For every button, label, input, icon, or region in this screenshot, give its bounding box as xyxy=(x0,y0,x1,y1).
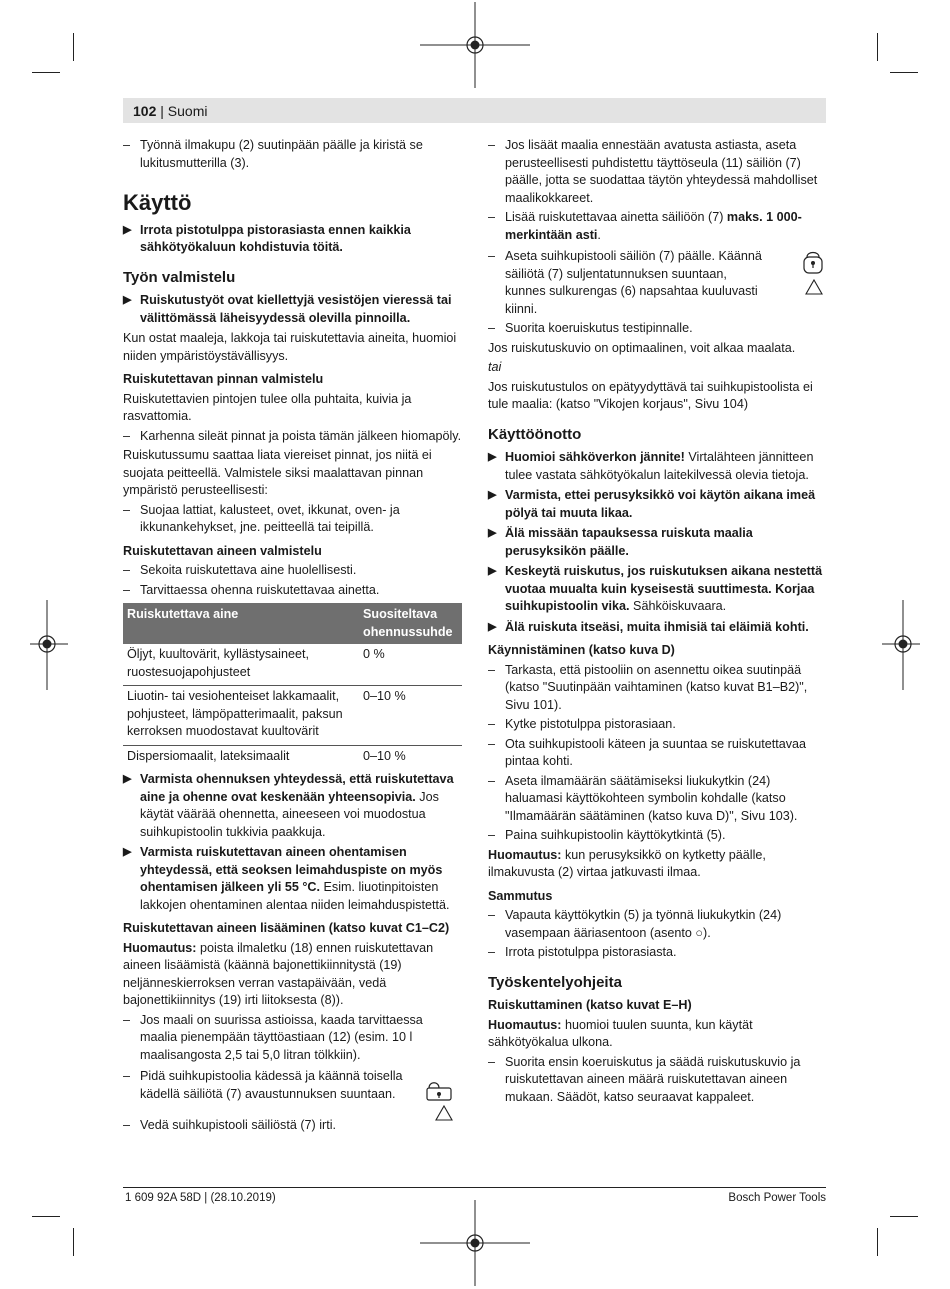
paragraph-or: tai xyxy=(488,360,502,374)
arrow-bullet-icon: ▶ xyxy=(488,527,497,539)
arrow-bullet-icon: ▶ xyxy=(123,846,132,858)
heading: Käynnistäminen (katso kuva D) xyxy=(488,643,675,657)
warning-item xyxy=(123,844,462,914)
table-row xyxy=(123,686,462,746)
section-title-kaytto: Käyttö xyxy=(123,190,192,215)
table-header: Suositeltava ohennussuhde xyxy=(359,603,462,644)
warning-item xyxy=(488,525,827,560)
step-item: – Suorita koeruiskutus testipinnalle. xyxy=(488,320,827,338)
heading: Sammutus xyxy=(488,888,553,903)
step-item: – Aseta suihkupistooli säiliön (7) päälle. Käännä säiliötä (7) suljentatunnuksen suuntaan, kunnes sulkurengas (6) napsahtaa kuuluvasti kiinni. xyxy=(488,248,767,318)
arrow-bullet-icon: ▶ xyxy=(123,223,132,236)
arrow-bullet-icon: ▶ xyxy=(488,565,497,577)
heading: Ruiskutettavan aineen lisääminen (katso kuvat C1–C2) xyxy=(123,921,450,935)
arrow-bullet-icon: ▶ xyxy=(123,773,132,785)
step-item: – Jos maali on suurissa astioissa, kaada tarvittaessa maalia pienempään täyttöastiaan (12) (esim. 10 l maalisangosta 2,5 tai 5,0 litran tölkkiin). xyxy=(123,1012,462,1065)
table-cell: Öljyt, kuultovärit, kyllästysaineet, ruostesuojapohjusteet xyxy=(123,644,359,686)
step-item: – Irrota pistotulppa pistorasiasta. xyxy=(488,944,827,962)
left-column xyxy=(123,137,462,1137)
subsection-title: Työskentelyohjeita xyxy=(488,973,622,991)
warning-text: Varmista, ettei perusyksikkö voi käytön aikana imeä pölyä tai muuta likaa. xyxy=(505,488,816,520)
footer-doc-id: 1 609 92A 58D | (28.10.2019) xyxy=(125,1192,276,1204)
paragraph: Ruiskutussumu saattaa liata viereiset pinnat, jos niitä ei suojata peitteellä. Valmistele siksi maalattavan pinnan ympäristö perusteellisesti: xyxy=(123,448,432,497)
note-text: kun perusyksikkö on kytketty päälle, ilmakuvusta (2) virtaa jatkuvasti ilmaa. xyxy=(488,847,766,879)
step-item xyxy=(488,209,827,244)
warning-text: Huomioi sähköverkon jännite! xyxy=(505,450,685,464)
step-item: – Ota suihkupistooli käteen ja suuntaa se ruiskutettavaa pintaa kohti. xyxy=(488,736,827,771)
crop-mark xyxy=(890,1216,918,1217)
step-item: – Jos lisäät maalia ennestään avatusta astiasta, aseta perusteellisesti puhdistettu täyttöseula (11) säiliön (7) päälle, jotta se suodattaa täytön yhteydessä mahdolliset maalikokkareet. xyxy=(488,137,827,207)
warning-item xyxy=(123,292,462,327)
page-number: 102 xyxy=(133,103,157,119)
step-item: – Pidä suihkupistoolia kädessä ja käännä toisella kädellä säiliötä (7) avaustunnuksen suuntaan. xyxy=(123,1068,412,1103)
step-item: – Tarvittaessa ohenna ruiskutettavaa ainetta. xyxy=(123,582,462,600)
crop-mark xyxy=(32,72,60,73)
note-text: huomioi tuulen suunta, kun käytät sähkötyökalua ulkona. xyxy=(488,1017,753,1049)
header-bar xyxy=(123,98,826,123)
footer-rule xyxy=(123,1187,826,1188)
thinning-table xyxy=(123,603,462,769)
warning-text: Ruiskutustyöt ovat kiellettyjä vesistöjen vieressä tai välittömässä läheisyydessä olevilla pinnoilla. xyxy=(140,293,452,325)
step-item: – Paina suihkupistoolin käyttökytkintä (5). xyxy=(488,827,827,845)
warning-item xyxy=(123,222,462,257)
table-cell: 0–10 % xyxy=(363,748,406,763)
step-item: – Tarkasta, että pistooliin on asennettu oikea suutinpää (katso "Suutinpään vaihtaminen (katso kuvat B1–B2)", Sivu 101). xyxy=(488,662,827,715)
heading: Ruiskuttaminen (katso kuvat E–H) xyxy=(488,998,692,1012)
warning-triangle-icon xyxy=(434,1104,454,1122)
warning-text: Älä missään tapauksessa ruiskuta maalia perusyksikön päälle. xyxy=(505,526,753,558)
note-label: Huomautus: xyxy=(488,847,562,862)
warning-text: Keskeytä ruiskutus, jos ruiskutuksen aikana nestettä vuotaa muualta kuin kyseisestä suuttimesta. Korjaa suihkupistoolin vika. xyxy=(505,564,823,613)
table-row xyxy=(123,745,462,769)
note-label: Huomautus: xyxy=(488,1017,562,1032)
note-text: poista ilmaletku (18) ennen ruiskutettavan aineen lisäämistä (käännä bajonettikiinnitystä (19) neljänneskierroksen verran vastapäivään, vedä bajonettikiinnitys (19) irti liitoksesta (8)). xyxy=(123,940,434,1007)
step-item: – Kytke pistotulppa pistorasiaan. xyxy=(488,716,827,734)
arrow-bullet-icon: ▶ xyxy=(488,620,497,633)
paragraph: Jos ruiskutuskuvio on optimaalinen, voit alkaa maalata. xyxy=(488,340,796,355)
note-paragraph xyxy=(488,847,827,882)
step-text: Lisää ruiskutettavaa ainetta säiliöön (7) xyxy=(505,210,727,224)
table-header: Ruiskutettava aine xyxy=(123,603,359,644)
registration-mark-icon xyxy=(0,600,70,690)
paragraph: Ruiskutettavien pintojen tulee olla puhtaita, kuivia ja rasvattomia. xyxy=(123,391,412,423)
heading: Ruiskutettavan aineen valmistelu xyxy=(123,543,322,558)
page-header xyxy=(133,103,207,119)
warning-text: Irrota pistotulppa pistorasiasta ennen kaikkia sähkötyökaluun kohdistuvia töitä. xyxy=(140,222,411,254)
warning-text-rest: Sähköiskuvaara. xyxy=(629,599,727,613)
warning-item xyxy=(488,563,827,616)
warning-text-rest: Esim. liuotinpitoisten lakkojen ohentaminen alentaa niiden leimahduspistettä. xyxy=(140,880,450,912)
crop-mark xyxy=(73,1228,74,1256)
step-item: – Vedä suihkupistooli säiliöstä (7) irti. xyxy=(123,1117,462,1135)
warning-item xyxy=(488,619,827,637)
registration-mark-icon xyxy=(420,1200,530,1286)
step-period: . xyxy=(597,227,601,242)
arrow-bullet-icon: ▶ xyxy=(488,451,497,463)
note-label: Huomautus: xyxy=(123,940,197,955)
footer-brand: Bosch Power Tools xyxy=(728,1192,826,1204)
step-item: – Karhenna sileät pinnat ja poista tämän jälkeen hiomapöly. xyxy=(123,428,462,446)
warning-text: Varmista ruiskutettavan aineen ohentamisen yhteydessä, että seoksen leimahduspiste on myös ohentamisen jälkeen yli 55 °C. xyxy=(140,845,443,894)
table-cell: Dispersiomaalit, lateksimaalit xyxy=(127,748,290,763)
table-cell: Liuotin- tai vesiohenteiset lakkamaalit, pohjusteet, lämpöpatterimaalit, paksun kerroksen muodostavat kuultovärit xyxy=(123,686,359,746)
header-language: Suomi xyxy=(167,103,208,119)
warning-text: Älä ruiskuta itseäsi, muita ihmisiä tai eläimiä kohti. xyxy=(505,619,809,634)
table-row xyxy=(123,644,462,686)
step-item: – Sekoita ruiskutettava aine huolellisesti. xyxy=(123,562,462,580)
step-item: – Vapauta käyttökytkin (5) ja työnnä liukukytkin (24) vasempaan ääriasentoon (asento ○). xyxy=(488,907,827,942)
step-item: – Suojaa lattiat, kalusteet, ovet, ikkunat, oven- ja ikkunankehykset, jne. peitteellä tai teipillä. xyxy=(123,502,462,537)
arrow-bullet-icon: ▶ xyxy=(123,294,132,306)
warning-text-rest: Jos käytät väärää ohennetta, aineeseen voi muodostua suihkupistoolin tukkivia paakkuja. xyxy=(140,789,439,839)
registration-mark-icon xyxy=(880,600,950,690)
lock-icon xyxy=(801,248,827,278)
paragraph: Jos ruiskutustulos on epätyydyttävä tai suihkupistoolista ei tule maalia: (katso "Vikojen korjaus", Sivu 104) xyxy=(488,379,813,411)
crop-mark xyxy=(877,33,878,61)
step-item: – Suorita ensin koeruiskutus ja säädä ruiskutuskuvio ja ruiskutettavan aineen määrä ruiskutettavan aineen mukaan. Säädöt, katso seuraavat kappaleet. xyxy=(488,1054,827,1107)
subsection-title: Käyttöönotto xyxy=(488,425,582,443)
registration-mark-icon xyxy=(420,2,530,88)
step-text-bold: maks. 1 000-merkintään asti xyxy=(505,210,802,242)
table-cell: 0 % xyxy=(359,644,462,686)
warning-text-rest: Virtalähteen jännitteen tulee vastata sähkötyökalun laitekilvessä olevia tietoja. xyxy=(505,450,814,482)
crop-mark xyxy=(890,72,918,73)
warning-text: Varmista ohennuksen yhteydessä, että ruiskutettava aine ja ohenne ovat keskenään yhteensopivia. xyxy=(140,772,454,804)
crop-mark xyxy=(32,1216,60,1217)
crop-mark xyxy=(73,33,74,61)
table-header-row xyxy=(123,603,462,644)
header-separator: | xyxy=(160,103,168,119)
paragraph: Kun ostat maaleja, lakkoja tai ruiskutettavia aineita, huomioi niiden ympäristöystävällisyys. xyxy=(123,331,457,363)
warning-item xyxy=(123,771,462,841)
warning-triangle-icon xyxy=(804,278,824,296)
warning-item xyxy=(488,487,827,522)
step-intro: – Työnnä ilmakupu (2) suutinpään päälle ja kiristä se lukitusmutterilla (3). xyxy=(123,137,462,172)
subsection-title: Työn valmistelu xyxy=(123,268,236,286)
warning-item xyxy=(488,449,827,484)
step-item: – Aseta ilmamäärän säätämiseksi liukukytkin (24) haluamasi käyttökohteen symbolin kohdalle (katso "Ilmamäärän säätäminen (katso kuva D)", Sivu 103). xyxy=(488,773,827,826)
arrow-bullet-icon: ▶ xyxy=(488,489,497,501)
heading: Ruiskutettavan pinnan valmistelu xyxy=(123,372,324,386)
table-cell: 0–10 % xyxy=(359,686,462,746)
note-paragraph xyxy=(123,940,462,1010)
note-paragraph xyxy=(488,1017,827,1052)
right-column xyxy=(488,137,827,1108)
crop-mark xyxy=(877,1228,878,1256)
